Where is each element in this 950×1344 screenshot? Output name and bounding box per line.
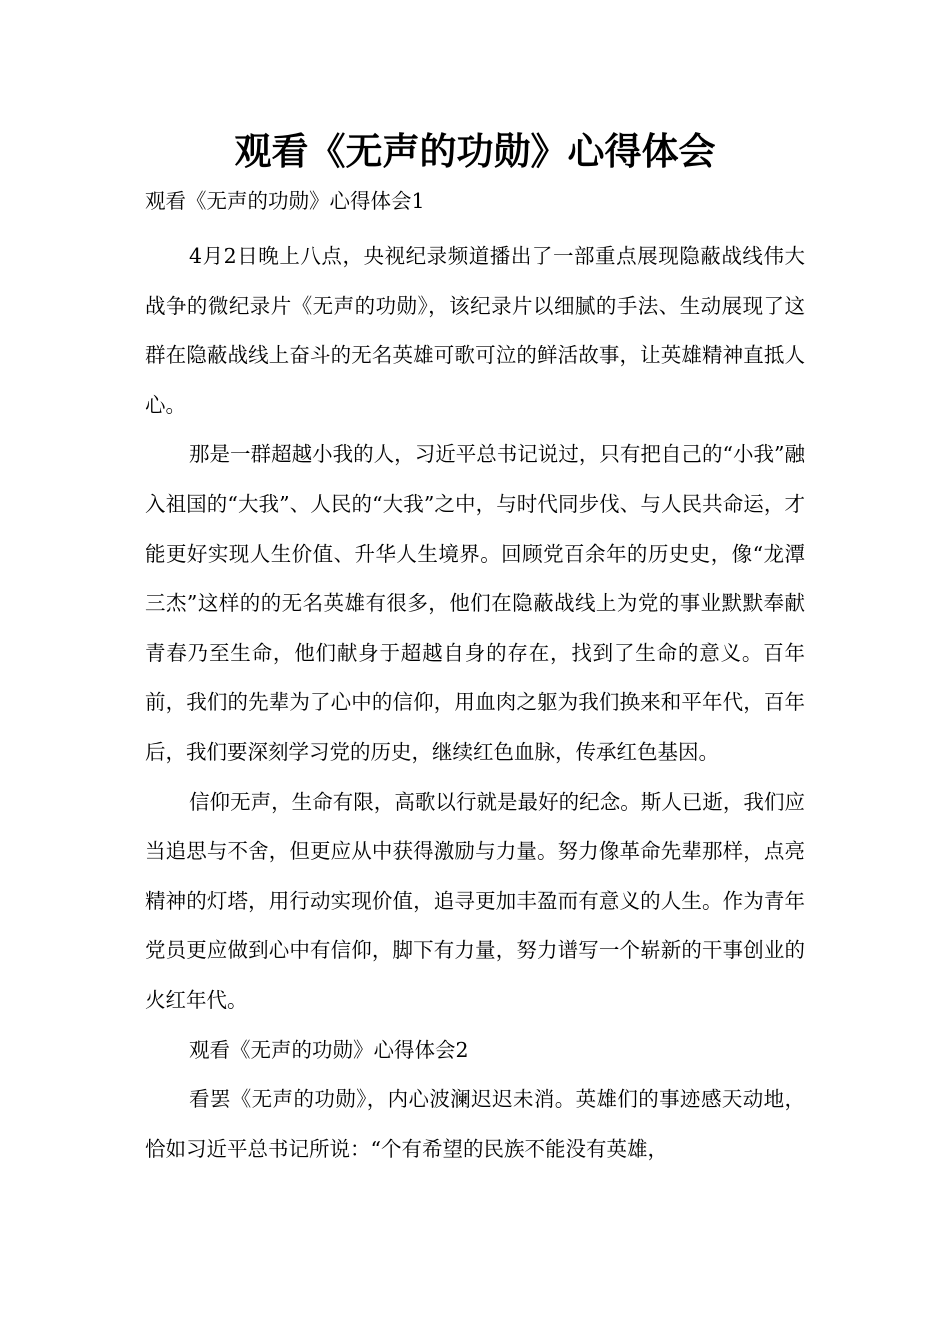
paragraph-1: 4月2日晚上八点，央视纪录频道播出了一部重点展现隐蔽战线伟大战争的微纪录片《无声的功勋》，该纪录片以细腻的手法、生动展现了这群在隐蔽战线上奋斗的无名英雄可歌可泣的鲜活故事，让英雄精神直抵人心。 xyxy=(145,244,805,417)
document-title: 观看《无声的功勋》心得体会 xyxy=(234,130,716,173)
paragraph-4: 看罢《无声的功勋》，内心波澜迟迟未消。英雄们的事迹感天动地，恰如习近平总书记所说：“个有希望的民族不能没有英雄， xyxy=(145,1087,805,1161)
paragraph-3: 信仰无声，生命有限，高歌以行就是最好的纪念。斯人已逝，我们应当追思与不舍，但更应从中获得激励与力量。努力像革命先辈那样，点亮精神的灯塔，用行动实现价值，追寻更加丰盈而有意义的人生。作为青年党员更应做到心中有信仰，脚下有力量，努力谱写一个崭新的干事创业的火红年代。 xyxy=(145,789,805,1012)
paragraph-2: 那是一群超越小我的人，习近平总书记说过，只有把自己的“小我”融入祖国的“大我”、人民的“大我”之中，与时代同步伐、与人民共命运，才能更好实现人生价值、升华人生境界。回顾党百余年的历史史，像“龙潭三杰”这样的的无名英雄有很多，他们在隐蔽战线上为党的事业默默奉献青春乃至生命，他们献身于超越自身的存在，找到了生命的意义。百年前，我们的先辈为了心中的信仰，用血肉之躯为我们换来和平年代，百年后，我们要深刻学习党的历史，继续红色血脉，传承红色基因。 xyxy=(145,442,805,764)
document-body xyxy=(145,232,805,1174)
section-2-heading: 观看《无声的功勋》心得体会2 xyxy=(189,1037,469,1062)
section-1-heading: 观看《无声的功勋》心得体会1 xyxy=(145,189,425,213)
